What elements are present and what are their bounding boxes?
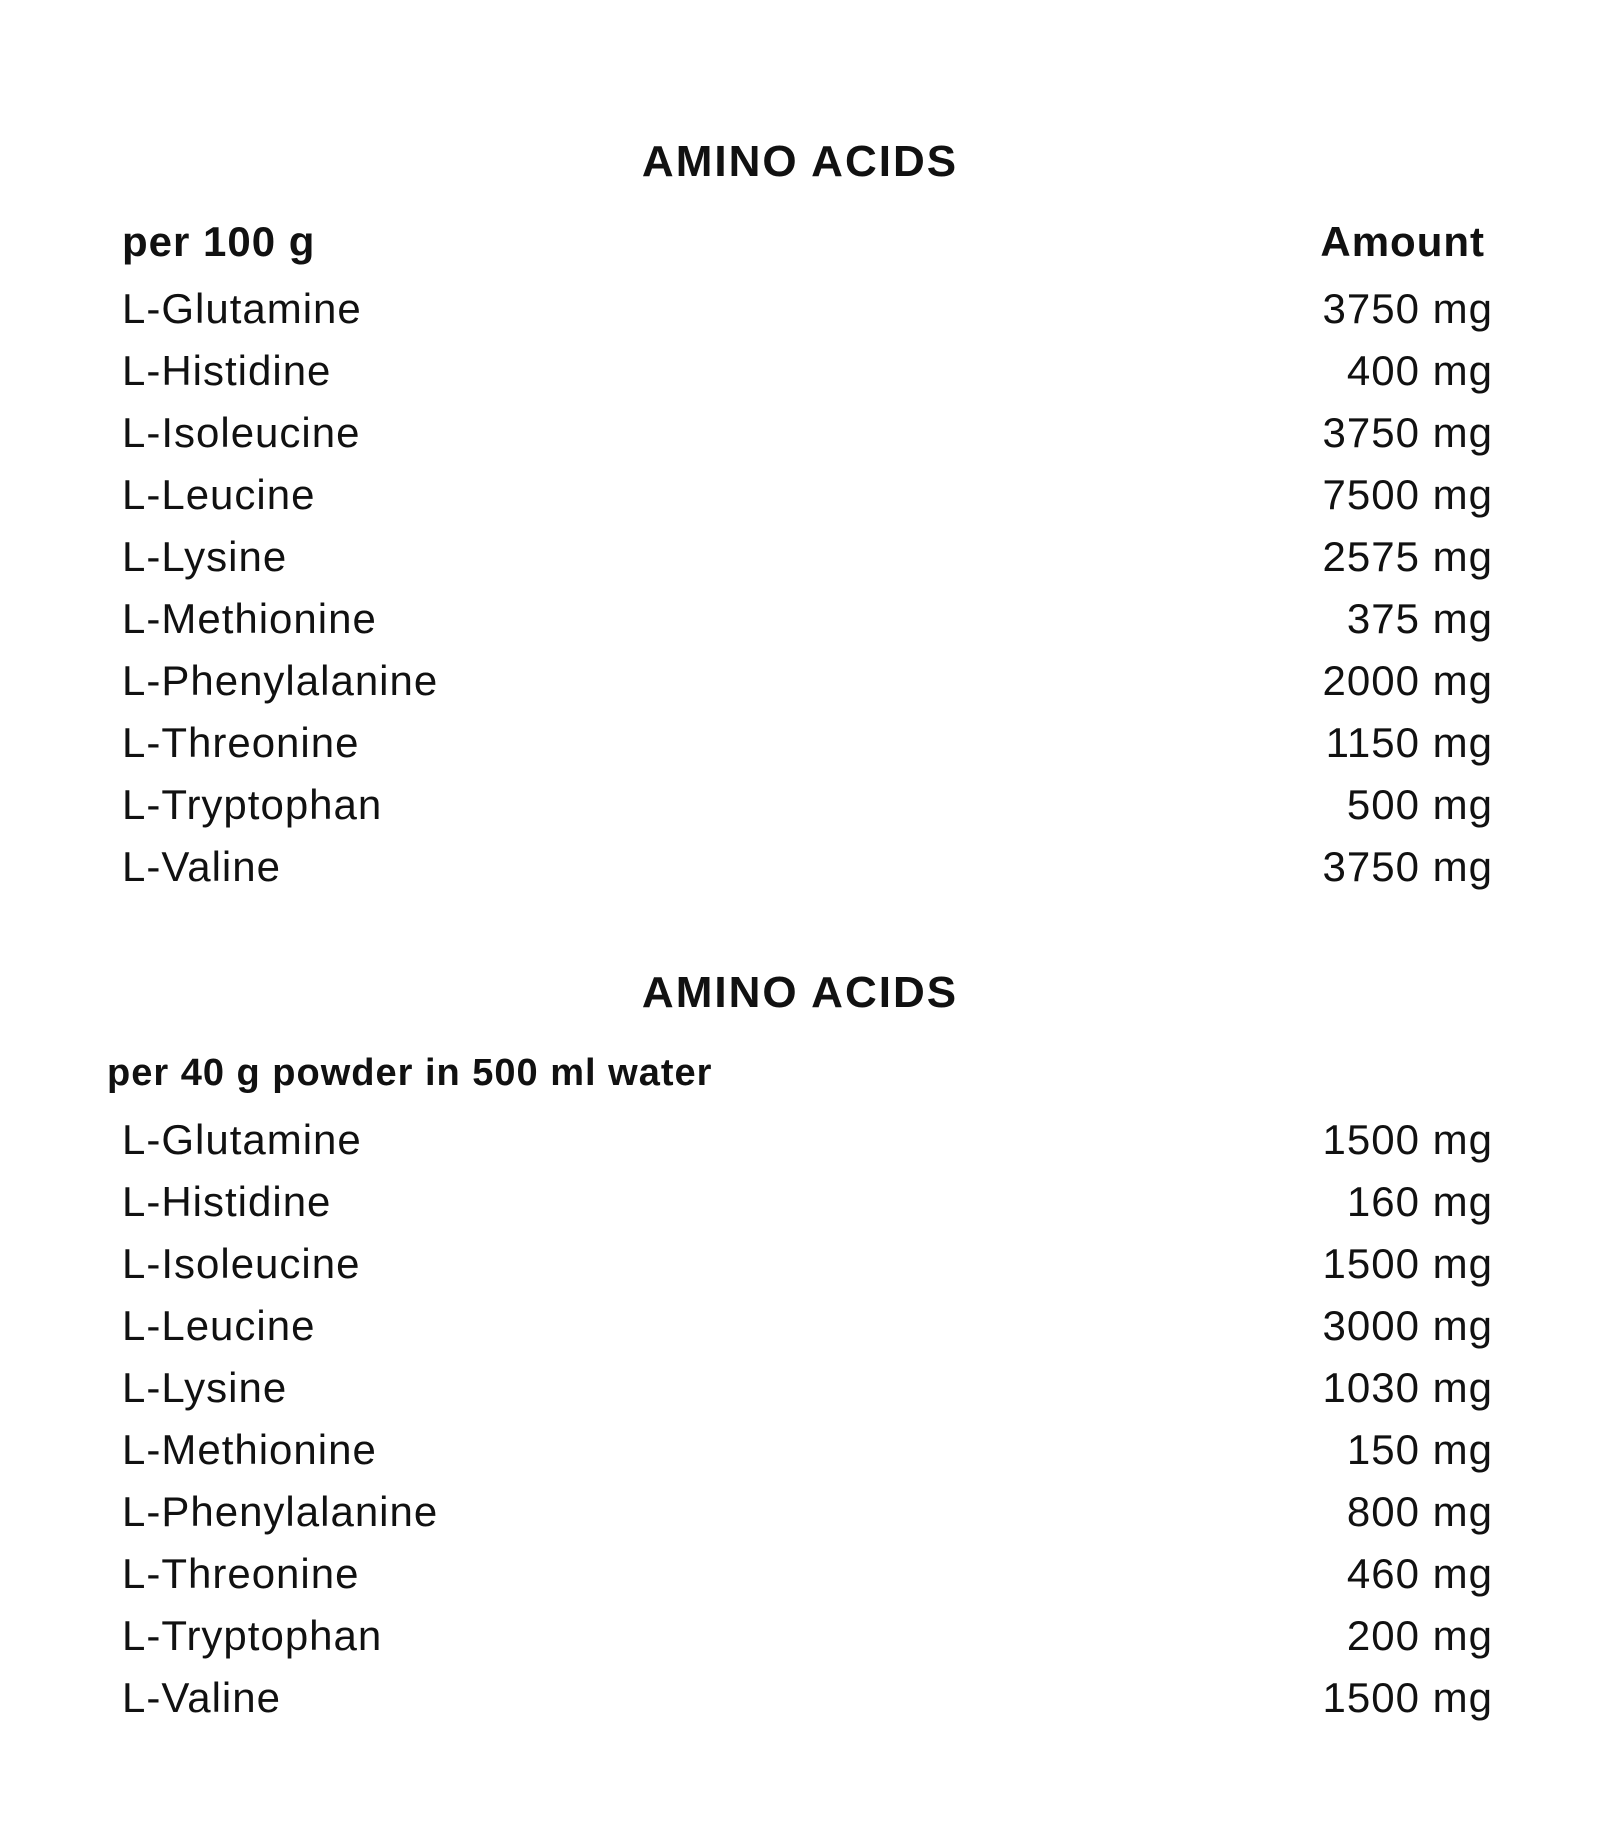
table-header [0, 1047, 1600, 1099]
amino-acid-amount: 3750 mg [1322, 285, 1493, 332]
serving-label: per 100 g [122, 218, 316, 265]
amino-acid-amount: 3750 mg [1322, 843, 1493, 890]
table-row [0, 1109, 1600, 1171]
amino-acid-amount: 3750 mg [1322, 409, 1493, 456]
amino-acid-name: L-Leucine [122, 1302, 316, 1349]
table-row [0, 650, 1600, 712]
amino-acid-name: L-Lysine [122, 1364, 288, 1411]
amino-acid-amount: 1030 mg [1322, 1364, 1493, 1411]
amino-acid-name: L-Valine [122, 843, 281, 890]
table-row [0, 1233, 1600, 1295]
amino-acid-name: L-Methionine [122, 1426, 377, 1473]
amino-acid-amount: 460 mg [1346, 1550, 1493, 1597]
amino-acid-name: L-Phenylalanine [122, 657, 439, 704]
amino-acid-amount: 7500 mg [1322, 471, 1493, 518]
amino-acid-name: L-Lysine [122, 533, 288, 580]
amino-acid-amount: 1500 mg [1322, 1116, 1493, 1163]
amino-acid-name: L-Phenylalanine [122, 1488, 439, 1535]
amino-acid-name: L-Histidine [122, 347, 332, 394]
table-body [0, 1109, 1600, 1729]
amino-acid-name: L-Histidine [122, 1178, 332, 1225]
table-row [0, 1171, 1600, 1233]
amino-acid-name: L-Glutamine [122, 1116, 362, 1163]
table-row [0, 1667, 1600, 1729]
amino-acid-name: L-Glutamine [122, 285, 362, 332]
table-row [0, 1543, 1600, 1605]
amount-column-header: Amount [1320, 218, 1485, 265]
table-row [0, 588, 1600, 650]
amino-acid-name: L-Tryptophan [122, 781, 383, 828]
table-row [0, 712, 1600, 774]
amino-acid-amount: 1500 mg [1322, 1240, 1493, 1287]
amino-acid-amount: 200 mg [1346, 1612, 1493, 1659]
amino-acid-amount: 2575 mg [1322, 533, 1493, 580]
amino-acid-amount: 2000 mg [1322, 657, 1493, 704]
amino-acid-amount: 150 mg [1346, 1426, 1493, 1473]
amino-acid-name: L-Isoleucine [122, 409, 361, 456]
amino-acid-amount: 3000 mg [1322, 1302, 1493, 1349]
table-row [0, 836, 1600, 898]
amino-acid-amount: 400 mg [1346, 347, 1493, 394]
amino-acid-name: L-Tryptophan [122, 1612, 383, 1659]
table-row [0, 278, 1600, 340]
amino-acid-amount: 1500 mg [1322, 1674, 1493, 1721]
section-title: AMINO ACIDS [641, 968, 959, 1017]
amino-acid-amount: 1150 mg [1325, 719, 1493, 766]
table-row [0, 1419, 1600, 1481]
table-header [0, 216, 1600, 268]
table-row [0, 464, 1600, 526]
table-row [0, 1295, 1600, 1357]
table-row [0, 1357, 1600, 1419]
amino-acid-amount: 800 mg [1346, 1488, 1493, 1535]
table-row [0, 1481, 1600, 1543]
section-title: AMINO ACIDS [641, 137, 959, 186]
amino-acid-name: L-Methionine [122, 595, 377, 642]
amino-acid-name: L-Valine [122, 1674, 281, 1721]
amino-acid-name: L-Leucine [122, 471, 316, 518]
table-row [0, 774, 1600, 836]
amino-acid-name: L-Threonine [122, 719, 360, 766]
table-row [0, 340, 1600, 402]
serving-label: per 40 g powder in 500 ml water [107, 1052, 713, 1094]
amino-acid-amount: 500 mg [1346, 781, 1493, 828]
amino-acid-amount: 160 mg [1346, 1178, 1493, 1225]
amino-acid-name: L-Threonine [122, 1550, 360, 1597]
table-row [0, 402, 1600, 464]
table-row [0, 1605, 1600, 1667]
amino-acid-name: L-Isoleucine [122, 1240, 361, 1287]
table-body [0, 278, 1600, 898]
amino-acid-amount: 375 mg [1346, 595, 1493, 642]
table-row [0, 526, 1600, 588]
